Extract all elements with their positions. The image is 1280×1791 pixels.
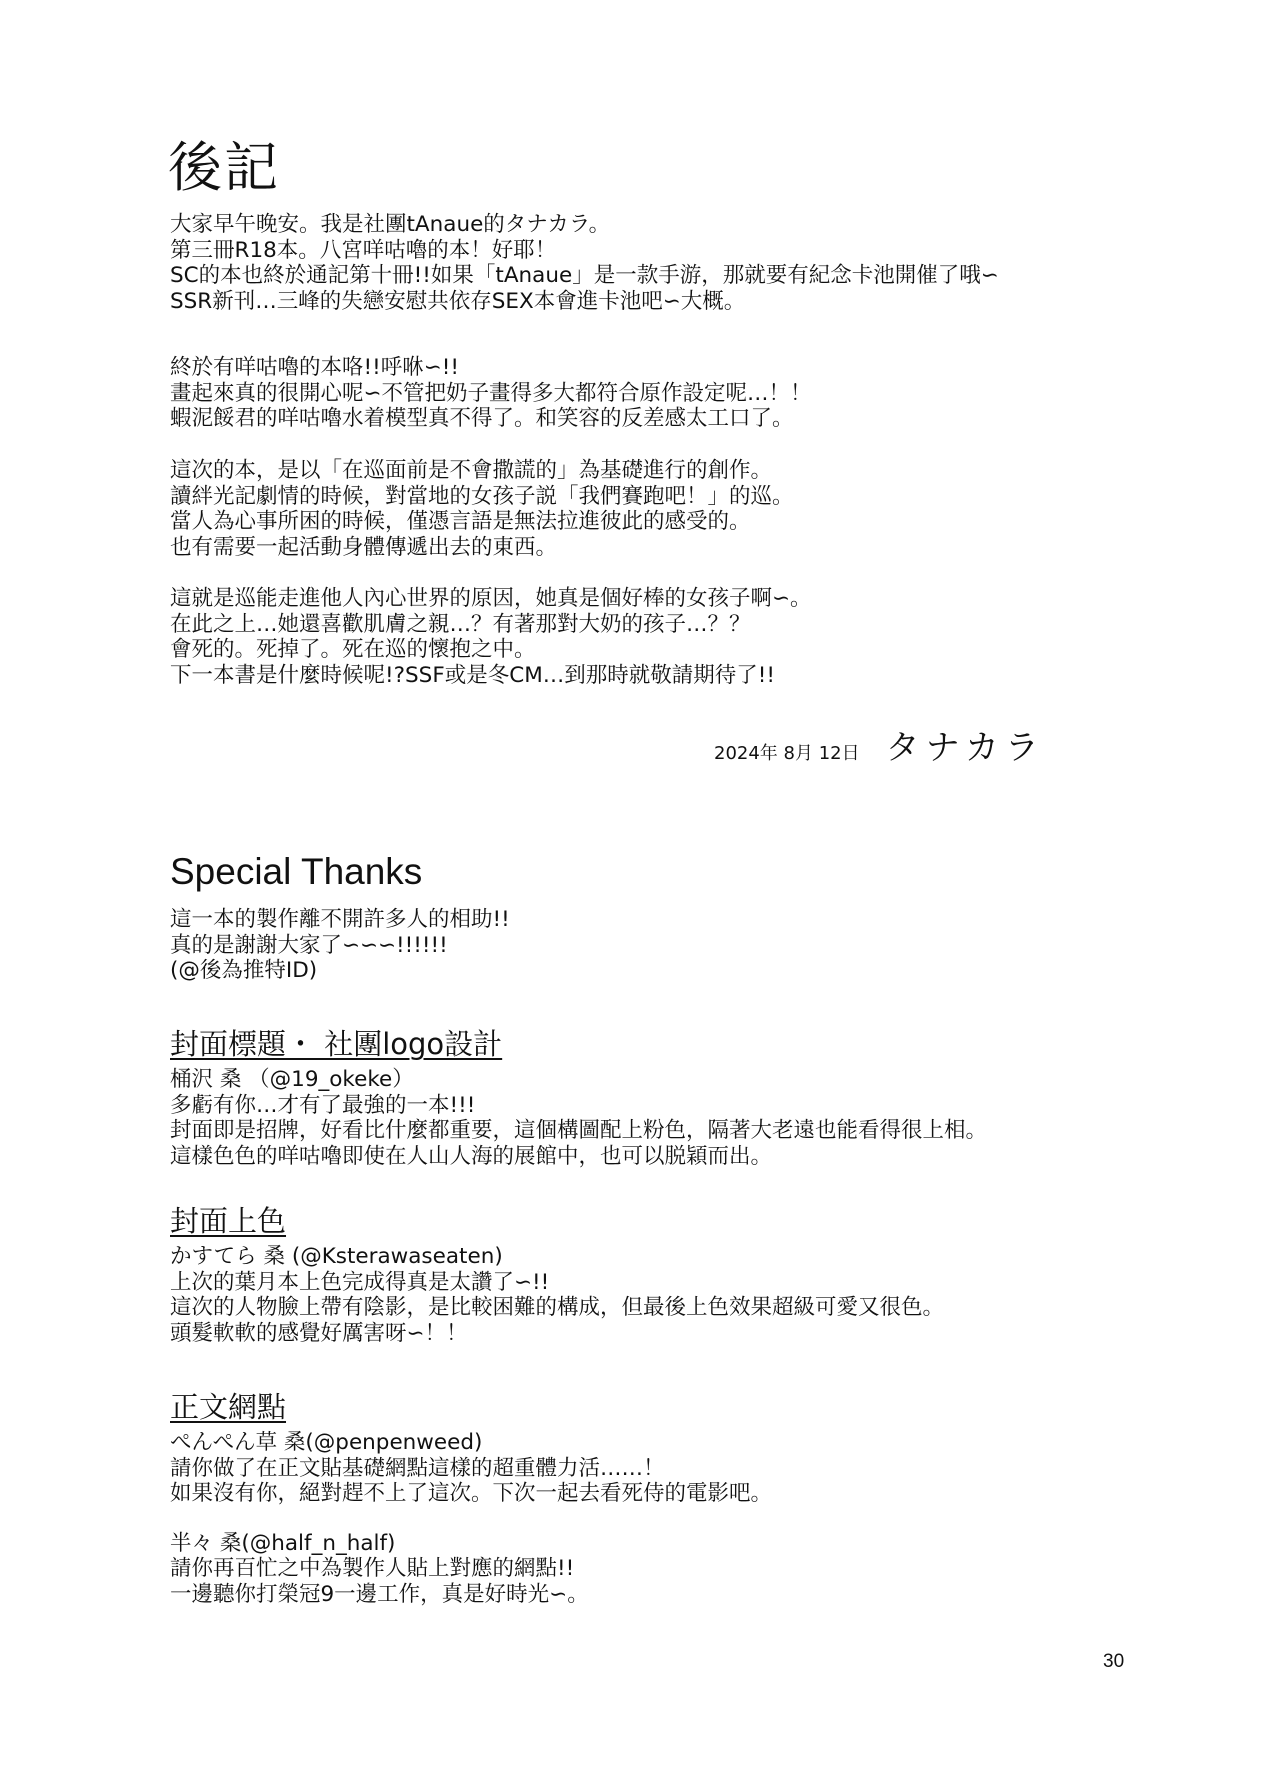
signature-date: 2024年 8月 12日 [714, 743, 860, 764]
credit-name: ぺんぺん草 桑(@penpenweed) [170, 1430, 483, 1455]
text-line: 這一本的製作離不開許多人的相助!! [170, 907, 510, 932]
section-heading: 封面標題・ 社團logo設計 [170, 1027, 503, 1061]
text-line: 當人為心事所困的時候，僅憑言語是無法拉進彼此的感受的。 [170, 509, 751, 534]
text-line: 終於有咩咕嚕的本咯!!呼咻∽!! [170, 355, 459, 380]
signature-author: タナカラ [885, 728, 1045, 768]
text-line: 第三冊R18本。八宮咩咕嚕的本！好耶！ [170, 237, 557, 263]
text-line: 多虧有你…才有了最強的一本!!! [170, 1092, 476, 1118]
section-heading: 正文網點 [170, 1390, 287, 1424]
text-line: 畫起來真的很開心呢∽不管把奶子畫得多大都符合原作設定呢…！！ [170, 380, 812, 406]
text-line: 在此之上…她還喜歡肌膚之親…？有著那對大奶的孩子…？？ [170, 611, 751, 637]
text-line: 如果沒有你，絕對趕不上了這次。下次一起去看死侍的電影吧。 [170, 1481, 773, 1506]
text-line: (@後為推特ID) [170, 958, 318, 983]
afterword-paragraph-3 [170, 458, 1170, 560]
credit-name: かすてら 桑 (@Ksterawaseaten) [170, 1244, 503, 1269]
text-line: 蝦泥餒君的咩咕嚕水着模型真不得了。和笑容的反差感太工口了。 [170, 406, 794, 431]
text-line: 封面即是招牌，好看比什麼都重要，這個構圖配上粉色，隔著大老遠也能看得很上相。 [170, 1118, 988, 1143]
text-line: 請你再百忙之中為製作人貼上對應的網點!! [170, 1556, 575, 1581]
text-line: 讀絆光記劇情的時候，對當地的女孩子説「我們賽跑吧！」的巡。 [170, 483, 794, 509]
text-line: 也有需要一起活動身體傳遞出去的東西。 [170, 534, 558, 560]
special-thanks-title: Special Thanks [170, 851, 423, 892]
text-line: 上次的葉月本上色完成得真是太讚了∽!! [170, 1269, 550, 1295]
text-line: 一邊聽你打榮冠9一邊工作，真是好時光∽。 [170, 1581, 589, 1607]
afterword-paragraph-4 [170, 586, 1170, 688]
credit-name: 半々 桑(@half_n_half) [170, 1530, 396, 1556]
text-line: 這次的人物臉上帶有陰影，是比較困難的構成，但最後上色效果超級可愛又很色。 [170, 1295, 945, 1320]
text-line: 真的是謝謝大家了∽∽∽!!!!!! [170, 932, 448, 958]
text-line: 這樣色色的咩咕嚕即使在人山人海的展館中，也可以脱穎而出。 [170, 1143, 773, 1169]
section-heading: 封面上色 [170, 1204, 287, 1238]
text-line: 請你做了在正文貼基礎網點這樣的超重體力活……！ [170, 1455, 665, 1481]
text-line: 頭髮軟軟的感覺好厲害呀∽！！ [170, 1320, 468, 1346]
text-line: SC的本也終於通記第十冊!!如果「tAnaue」是一款手游，那就要有紀念卡池開催了哦∽ [170, 263, 999, 288]
text-line: 會死的。死掉了。死在巡的懷抱之中。 [170, 637, 536, 662]
credit-section-coloring [170, 1204, 1170, 1346]
afterword-paragraph-2 [170, 355, 1170, 432]
page-number: 30 [1103, 1651, 1125, 1672]
credit-section-screentone [170, 1390, 1170, 1607]
text-line: 這次的本，是以「在巡面前是不會撒謊的」為基礎進行的創作。 [170, 458, 773, 483]
text-line: 下一本書是什麼時候呢!?SSF或是冬CM…到那時就敬請期待了!! [170, 662, 775, 688]
text-line: SSR新刊…三峰的失戀安慰共依存SEX本會進卡池吧∽大概。 [170, 288, 746, 314]
afterword-title: 後記 [168, 136, 280, 199]
signature [714, 728, 1045, 768]
afterword-paragraph-1 [170, 212, 1170, 314]
credit-section-logo [170, 1027, 1170, 1169]
text-line: 這就是巡能走進他人內心世界的原因，她真是個好棒的女孩子啊∽。 [170, 586, 812, 611]
credit-name: 桶沢 桑 （@19_okeke） [170, 1067, 414, 1092]
thanks-intro [170, 907, 1170, 984]
text-line: 大家早午晚安。我是社團tAnaue的タナカラ。 [170, 212, 611, 237]
